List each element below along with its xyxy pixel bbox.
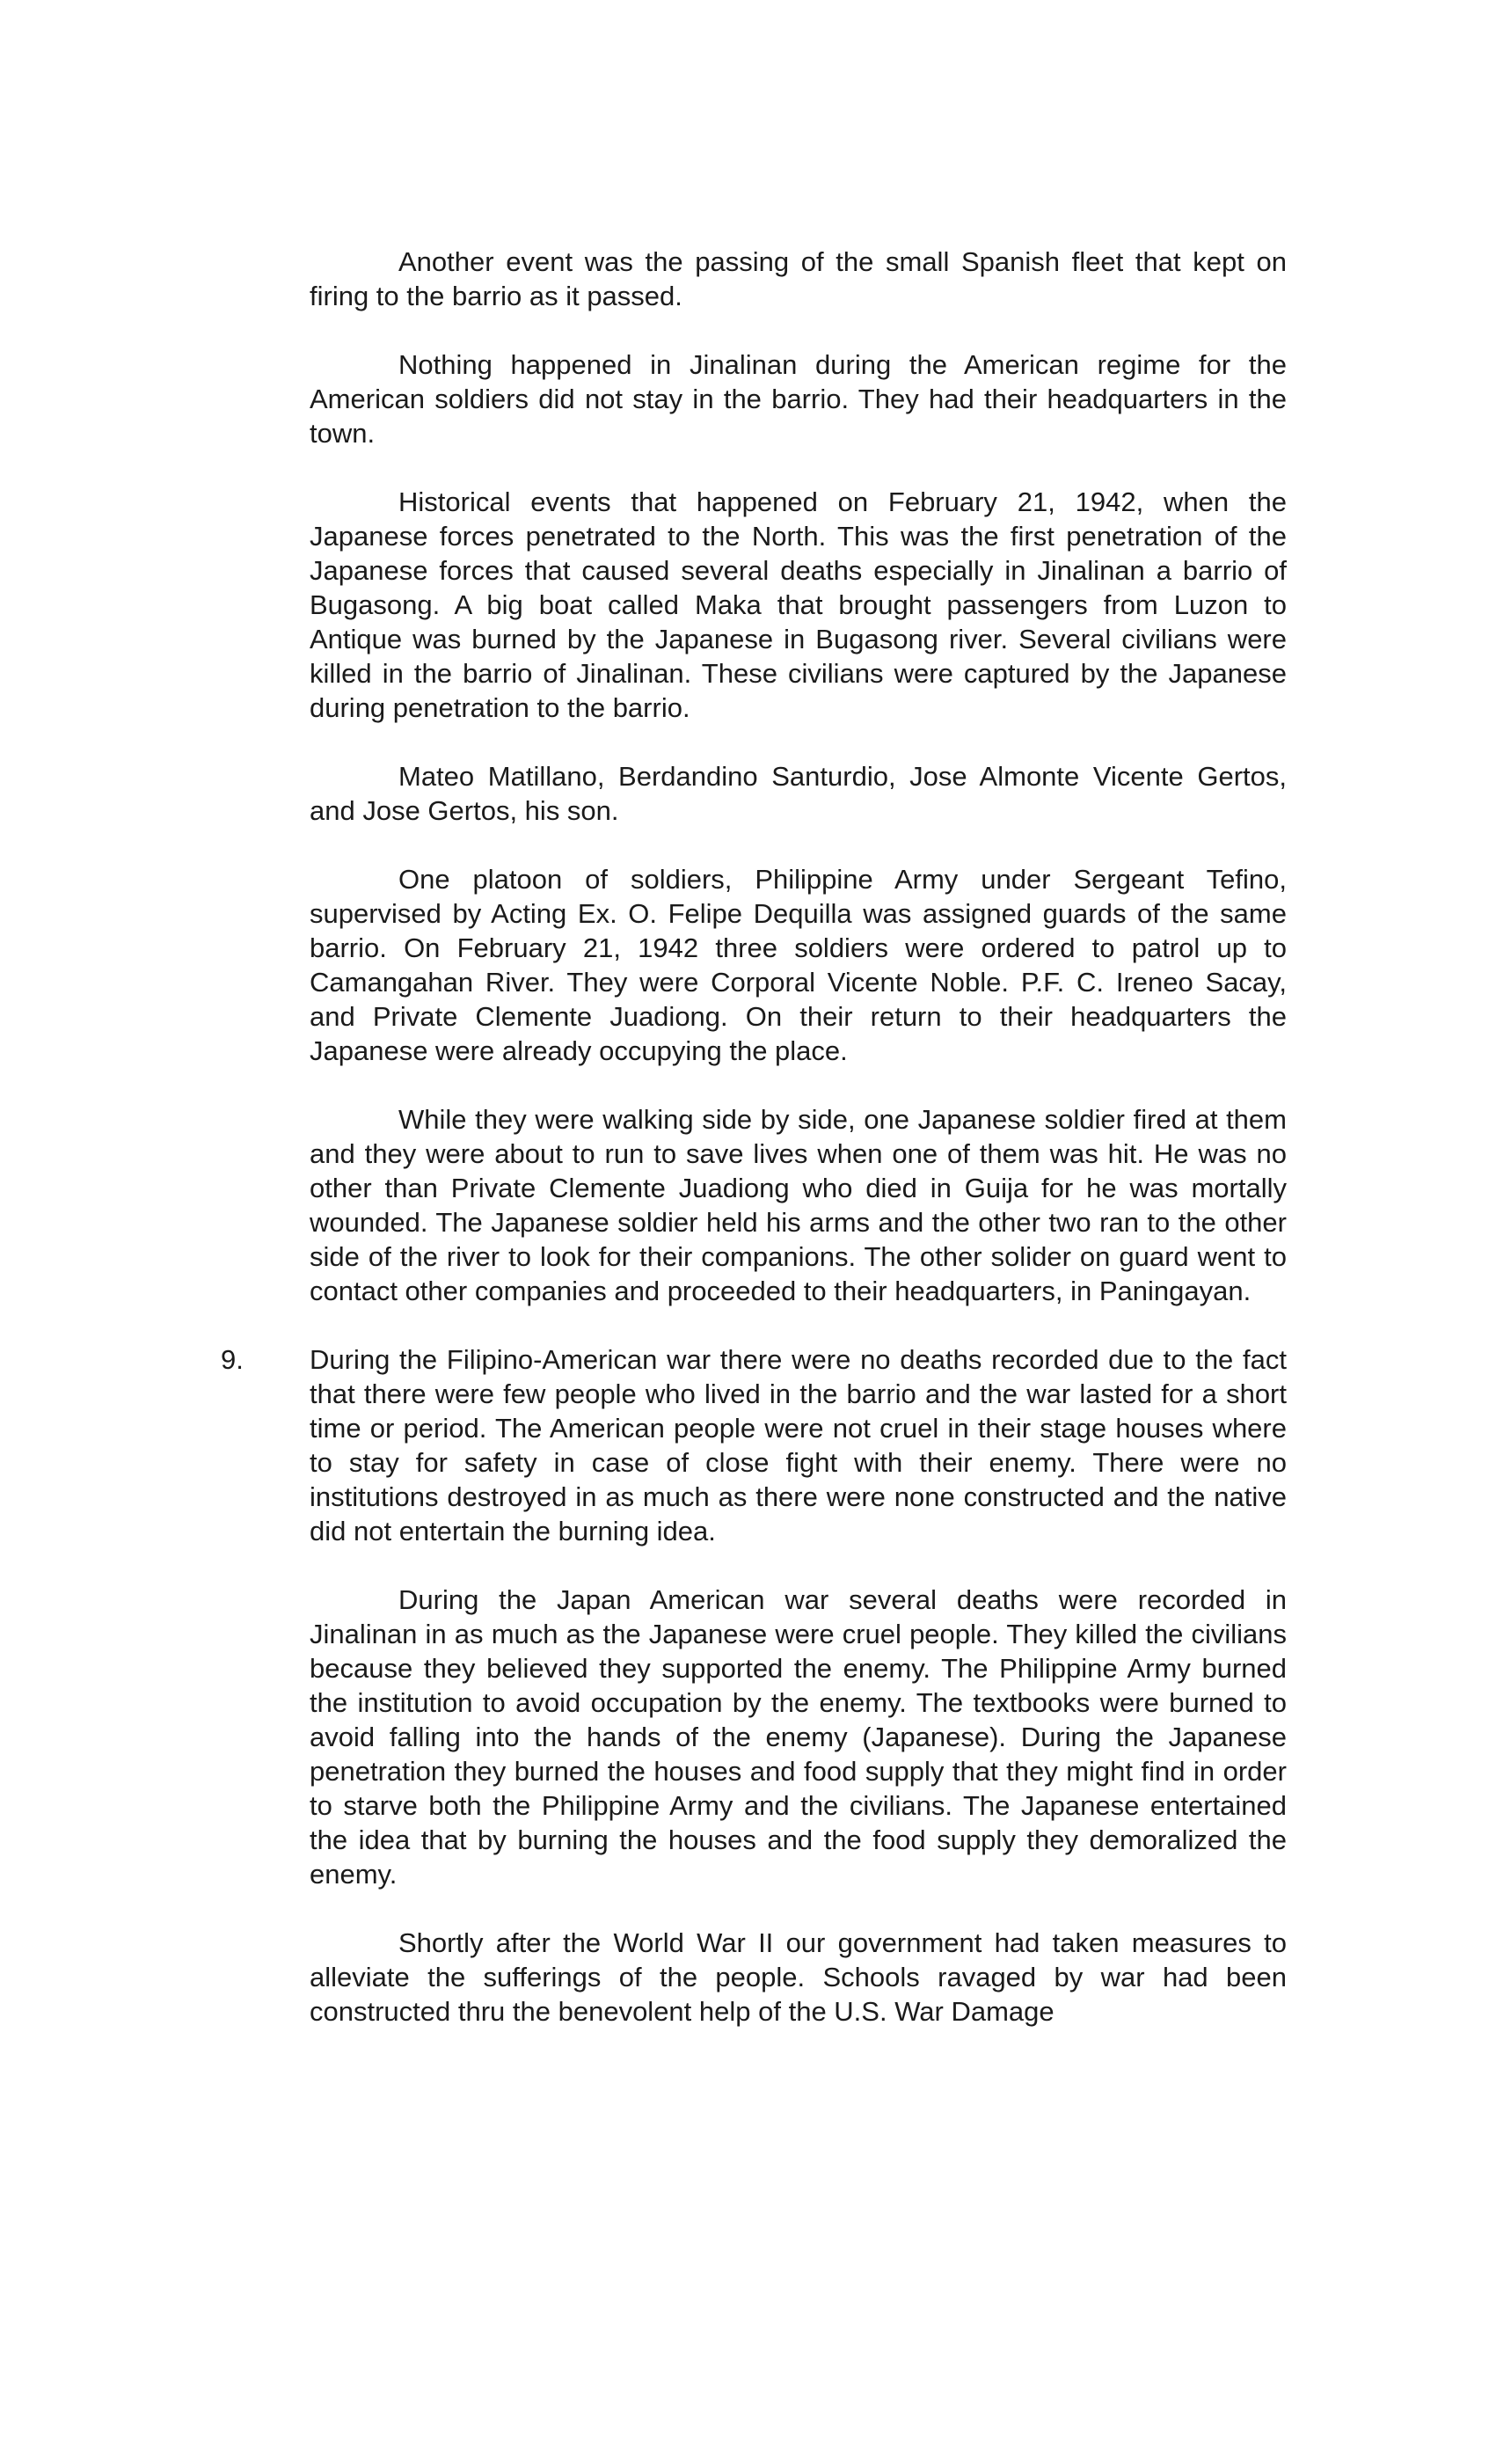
document-body <box>221 245 1287 2029</box>
paragraph-soldier-shot <box>310 1102 1287 1308</box>
paragraph-text: Shortly after the World War II our government had taken measures to alleviate the sufferings of the people. Schools ravaged by war had been constructed thru the benevolent help of the U.S. War Damage <box>310 1927 1287 2027</box>
paragraph-item-9 <box>221 1342 1287 1548</box>
paragraph-spanish-fleet <box>310 245 1287 313</box>
paragraph-american-regime <box>310 347 1287 450</box>
paragraph-text: While they were walking side by side, one Japanese soldier fired at them and they were about to run to save lives when one of them was hit. He was no other than Private Clemente Juadiong who died in Guija for he was mortally wounded. The Japanese soldier held his arms and the other two ran to the other side of the river to look for their companions. The other solider on guard went to contact other companies and proceeded to their headquarters, in Paningayan. <box>310 1104 1287 1306</box>
paragraph-number: 9. <box>221 1344 244 1375</box>
paragraph-text: Mateo Matillano, Berdandino Santurdio, Jose Almonte Vicente Gertos, and Jose Gertos, his son. <box>310 761 1287 826</box>
paragraph-japan-american-war <box>310 1583 1287 1891</box>
paragraph-text: One platoon of soldiers, Philippine Army under Sergeant Tefino, supervised by Acting Ex. O. Felipe Dequilla was assigned guards of the same barrio. On February 21, 1942 three soldiers were ordered to patrol up to Camangahan River. They were Corporal Vicente Noble. P.F. C. Ireneo Sacay, and Private Clemente Juadiong. On their return to their headquarters the Japanese were already occupying the place. <box>310 864 1287 1066</box>
paragraph-platoon-patrol <box>310 862 1287 1068</box>
paragraph-post-war-measures <box>310 1926 1287 2029</box>
paragraph-civilian-names <box>310 759 1287 828</box>
paragraph-japanese-penetration <box>310 485 1287 725</box>
paragraph-text: Nothing happened in Jinalinan during the American regime for the American soldiers did not stay in the barrio. They had their headquarters in the town. <box>310 349 1287 449</box>
paragraph-text: During the Filipino-American war there were no deaths recorded due to the fact that there were few people who lived in the barrio and the war lasted for a short time or period. The American people were not cruel in their stage houses where to stay for safety in case of close fight with their enemy. There were no institutions destroyed in as much as there were none constructed and the native did not entertain the burning idea. <box>310 1344 1287 1546</box>
paragraph-text: During the Japan American war several deaths were recorded in Jinalinan in as much as the Japanese were cruel people. They killed the civilians because they believed they supported the enemy. The Philippine Army burned the institution to avoid occupation by the enemy. The textbooks were burned to avoid falling into the hands of the enemy (Japanese). During the Japanese penetration they burned the houses and food supply that they might find in order to starve both the Philippine Army and the civilians. The Japanese entertained the idea that by burning the houses and the food supply they demoralized the enemy. <box>310 1584 1287 1890</box>
paragraph-text: Historical events that happened on February 21, 1942, when the Japanese forces penetrated to the North. This was the first penetration of the Japanese forces that caused several deaths especially in Jinalinan a barrio of Bugasong. A big boat called Maka that brought passengers from Luzon to Antique was burned by the Japanese in Bugasong river. Several civilians were killed in the barrio of Jinalinan. These civilians were captured by the Japanese during penetration to the barrio. <box>310 486 1287 723</box>
paragraph-text: Another event was the passing of the small Spanish fleet that kept on firing to the barrio as it passed. <box>310 246 1287 311</box>
